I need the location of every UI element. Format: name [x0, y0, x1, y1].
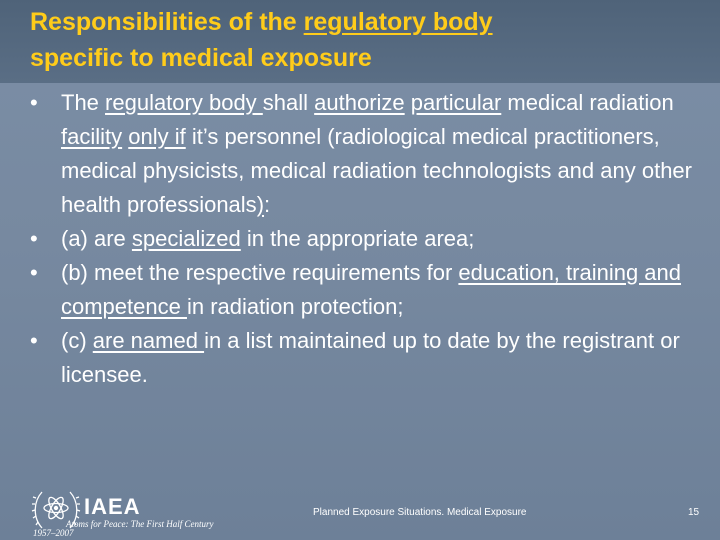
- bullet-item: [30, 324, 700, 392]
- underlined-text: only if: [128, 124, 186, 149]
- underlined-text: ): [256, 192, 265, 217]
- title-underlined-text: regulatory body: [303, 8, 493, 36]
- iaea-wordmark: IAEA: [84, 494, 141, 519]
- underlined-text: particular: [410, 90, 502, 115]
- bullet-text: in radiation protection;: [186, 294, 404, 319]
- bullet-text: (a) are: [61, 226, 132, 251]
- bullet-text: in a list maintained up to date by the registrant or licensee.: [61, 328, 680, 387]
- bullet-text: The: [61, 90, 106, 115]
- bullet-text: it’s personnel (radiological medical practitioners, medical physicists, medical radiation technologists and any other health professionals: [61, 124, 692, 217]
- logo-tagline: Atoms for Peace: The First Half Century: [66, 519, 214, 529]
- bullet-text: shall: [262, 90, 315, 115]
- underlined-text: are named: [92, 328, 205, 353]
- bullet-item: [30, 222, 700, 256]
- bullet-text: medical radiation: [501, 90, 674, 115]
- title-text: specific to medical exposure: [30, 44, 372, 72]
- underlined-text: facility: [61, 124, 123, 149]
- underlined-text: education, training and competence: [61, 260, 682, 319]
- bullet-text: in the appropriate area;: [240, 226, 475, 251]
- underlined-text: authorize: [314, 90, 405, 115]
- logo-years: 1957–2007: [33, 528, 74, 538]
- bullet-text: (b) meet the respective requirements for: [61, 260, 459, 285]
- bullet-item: [30, 256, 700, 324]
- underlined-text: regulatory body: [105, 90, 263, 115]
- bullet-icon: •: [30, 328, 38, 353]
- bullet-icon: •: [30, 90, 38, 115]
- slide-title: [30, 4, 710, 76]
- footer-center-text: Planned Exposure Situations. Medical Exposure: [313, 507, 527, 518]
- underlined-text: specialized: [131, 226, 241, 251]
- title-text: Responsibilities of the: [30, 8, 304, 36]
- bullet-text: :: [264, 192, 271, 217]
- bullet-text: (c): [61, 328, 93, 353]
- bullet-item: [30, 86, 700, 222]
- bullet-icon: •: [30, 226, 38, 251]
- page-number: 15: [688, 507, 700, 518]
- bullet-icon: •: [30, 260, 38, 285]
- bullet-list: [30, 86, 700, 392]
